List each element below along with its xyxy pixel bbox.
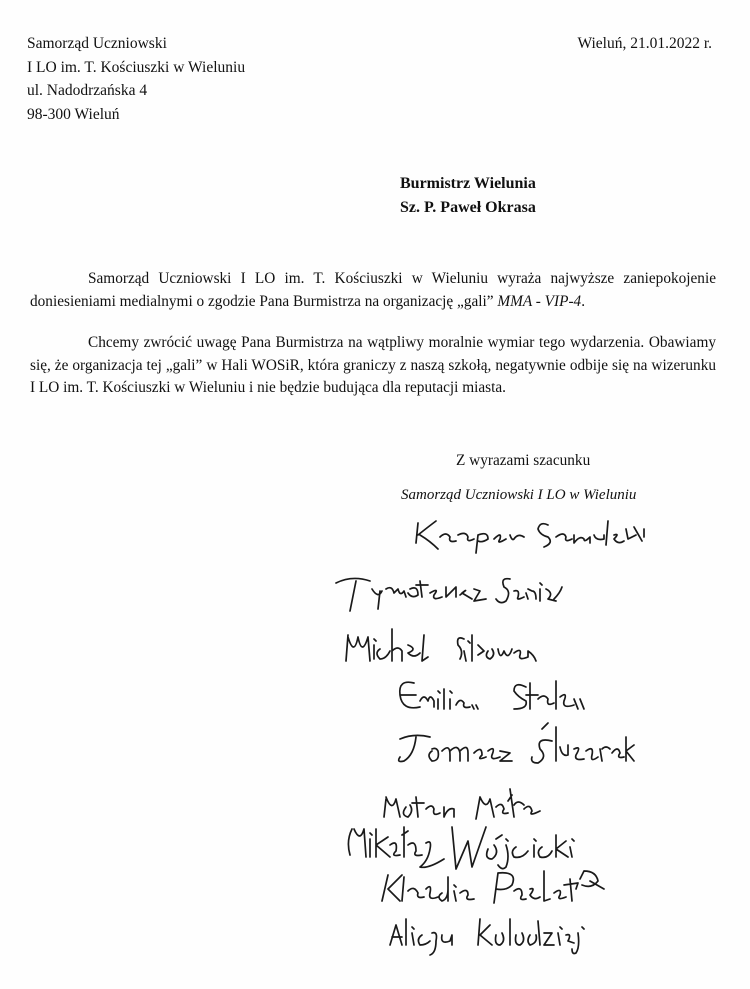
signature-alicja-kolodziej (390, 919, 584, 955)
sender-address (27, 32, 245, 126)
body-paragraph-2 (30, 332, 716, 400)
signature-mikolaj-wojcicki (348, 827, 574, 869)
sender-line-3: ul. Nadodrzańska 4 (27, 82, 148, 99)
handwritten-signatures (0, 505, 750, 965)
signature-tymoteusz-sesnik (336, 578, 562, 611)
recipient-name: Sz. P. Paweł Okrasa (400, 199, 536, 216)
paragraph-1-text: Samorząd Uczniowski I LO im. T. Kościuszki w Wieluniu wyraża najwyższe zaniepokojenie doniesieniami medialnymi o zgodzie Pana Burmistrza na organizację „gali” (30, 270, 716, 310)
paragraph-2-text: Chcemy zwrócić uwagę Pana Burmistrza na wątpliwy moralnie wymiar tego wydarzenia. Obawiamy się, że organizacja tej „gali” w Hali WOSiR, która graniczy z naszą szkołą, negatywnie odbije się na wizerunku I LO im. T. Kościuszki w Wieluniu i nie będzie budująca dla reputacji miasta. (30, 334, 716, 396)
recipient-block (400, 172, 536, 220)
council-signature: Samorząd Uczniowski I LO w Wieluniu (401, 487, 637, 503)
paragraph-1-event-name: MMA - VIP-4 (497, 292, 582, 310)
recipient-title: Burmistrz Wielunia (400, 175, 536, 192)
letter-date: Wieluń, 21.01.2022 r. (577, 35, 712, 52)
sender-line-1: Samorząd Uczniowski (27, 35, 167, 52)
signature-natan-madra (384, 789, 540, 819)
signature-klaudia-paslet (382, 871, 604, 903)
sender-line-2: I LO im. T. Kościuszki w Wieluniu (27, 58, 246, 76)
signature-emilia-staslo (400, 681, 584, 709)
signature-tomasz-slusarek (399, 723, 634, 763)
paragraph-1-end: . (581, 292, 586, 310)
signature-kacper-samulski (416, 521, 644, 553)
sender-line-4: 98-300 Wieluń (27, 105, 120, 123)
closing-phrase: Z wyrazami szacunku (456, 452, 591, 469)
body-paragraph-1 (30, 268, 716, 313)
signature-michal-silkowa (346, 629, 536, 661)
signatures-drawing (0, 505, 750, 965)
